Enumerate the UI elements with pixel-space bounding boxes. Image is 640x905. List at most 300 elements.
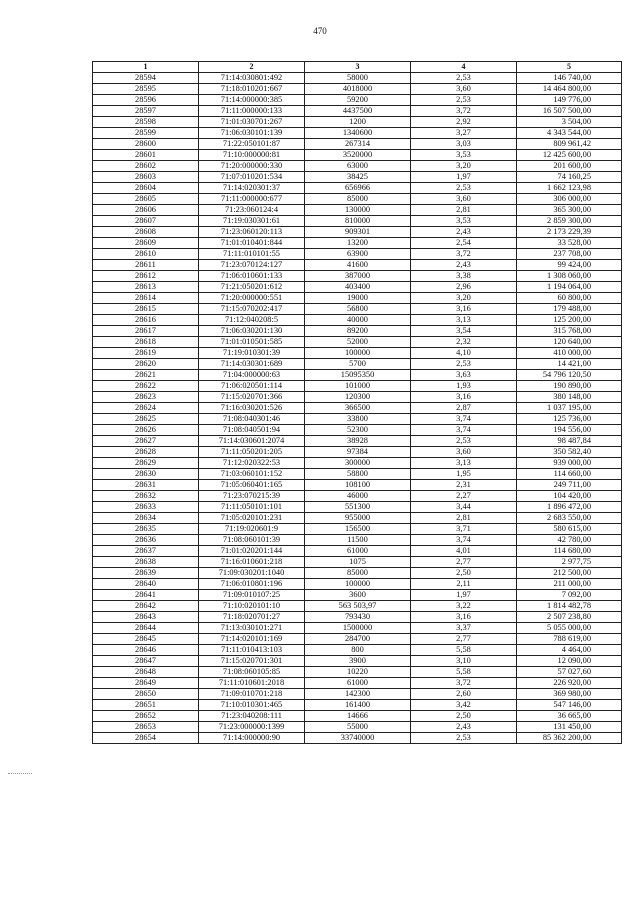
row-number-cell: 28601 xyxy=(93,150,199,161)
area-cell: 5700 xyxy=(305,359,411,370)
area-cell: 120300 xyxy=(305,392,411,403)
area-cell: 955000 xyxy=(305,513,411,524)
cadastral-number-cell: 71:20:000000:330 xyxy=(199,161,305,172)
row-number-cell: 28607 xyxy=(93,216,199,227)
cadastral-number-cell: 71:08:060105:85 xyxy=(199,667,305,678)
cadastral-number-cell: 71:09:010701:218 xyxy=(199,689,305,700)
rate-cell: 2,11 xyxy=(411,579,517,590)
rate-cell: 3,72 xyxy=(411,678,517,689)
cadastral-number-cell: 71:06:010801:196 xyxy=(199,579,305,590)
cadastral-number-cell: 71:10:010301:465 xyxy=(199,700,305,711)
area-cell: 161400 xyxy=(305,700,411,711)
area-cell: 1340600 xyxy=(305,128,411,139)
rate-cell: 3,63 xyxy=(411,370,517,381)
table-row xyxy=(93,238,622,249)
rate-cell: 3,74 xyxy=(411,535,517,546)
row-number-cell: 28645 xyxy=(93,634,199,645)
column-header-5: 5 xyxy=(517,62,622,73)
value-cell: 212 500,00 xyxy=(517,568,622,579)
area-cell: 563 503,97 xyxy=(305,601,411,612)
value-cell: 4 464,00 xyxy=(517,645,622,656)
table-row xyxy=(93,436,622,447)
cadastral-number-cell: 71:16:010601:218 xyxy=(199,557,305,568)
value-cell: 1 194 064,00 xyxy=(517,282,622,293)
area-cell: 3520000 xyxy=(305,150,411,161)
cadastral-number-cell: 71:11:050201:205 xyxy=(199,447,305,458)
area-cell: 61000 xyxy=(305,678,411,689)
table-row xyxy=(93,469,622,480)
rate-cell: 2,53 xyxy=(411,183,517,194)
area-cell: 41600 xyxy=(305,260,411,271)
table-row xyxy=(93,700,622,711)
area-cell: 156500 xyxy=(305,524,411,535)
table-row xyxy=(93,568,622,579)
row-number-cell: 28653 xyxy=(93,722,199,733)
rate-cell: 1,95 xyxy=(411,469,517,480)
area-cell: 142300 xyxy=(305,689,411,700)
value-cell: 114 660,00 xyxy=(517,469,622,480)
table-row xyxy=(93,513,622,524)
cadastral-number-cell: 71:04:000000:63 xyxy=(199,370,305,381)
area-cell: 284700 xyxy=(305,634,411,645)
area-cell: 59200 xyxy=(305,95,411,106)
cadastral-number-cell: 71:18:010201:667 xyxy=(199,84,305,95)
value-cell: 306 000,00 xyxy=(517,194,622,205)
area-cell: 366500 xyxy=(305,403,411,414)
rate-cell: 2,43 xyxy=(411,722,517,733)
table-row xyxy=(93,304,622,315)
row-number-cell: 28596 xyxy=(93,95,199,106)
rate-cell: 4,01 xyxy=(411,546,517,557)
rate-cell: 3,16 xyxy=(411,304,517,315)
area-cell: 63900 xyxy=(305,249,411,260)
area-cell: 19000 xyxy=(305,293,411,304)
area-cell: 100000 xyxy=(305,579,411,590)
row-number-cell: 28632 xyxy=(93,491,199,502)
cadastral-number-cell: 71:12:040208:5 xyxy=(199,315,305,326)
area-cell: 33800 xyxy=(305,414,411,425)
area-cell: 130000 xyxy=(305,205,411,216)
cadastral-number-cell: 71:14:020101:169 xyxy=(199,634,305,645)
table-row xyxy=(93,656,622,667)
rate-cell: 3,53 xyxy=(411,150,517,161)
rate-cell: 3,44 xyxy=(411,502,517,513)
row-number-cell: 28642 xyxy=(93,601,199,612)
area-cell: 56800 xyxy=(305,304,411,315)
area-cell: 13200 xyxy=(305,238,411,249)
value-cell: 2 173 229,39 xyxy=(517,227,622,238)
table-row xyxy=(93,183,622,194)
table-row xyxy=(93,128,622,139)
value-cell: 179 488,00 xyxy=(517,304,622,315)
row-number-cell: 28617 xyxy=(93,326,199,337)
table-row xyxy=(93,392,622,403)
rate-cell: 2,27 xyxy=(411,491,517,502)
value-cell: 194 556,00 xyxy=(517,425,622,436)
rate-cell: 2,53 xyxy=(411,73,517,84)
row-number-cell: 28641 xyxy=(93,590,199,601)
row-number-cell: 28614 xyxy=(93,293,199,304)
value-cell: 33 528,00 xyxy=(517,238,622,249)
cadastral-number-cell: 71:09:030201:1040 xyxy=(199,568,305,579)
rate-cell: 3,22 xyxy=(411,601,517,612)
area-cell: 800 xyxy=(305,645,411,656)
table-row xyxy=(93,535,622,546)
area-cell: 63000 xyxy=(305,161,411,172)
value-cell: 4 343 544,00 xyxy=(517,128,622,139)
cadastral-number-cell: 71:14:030801:492 xyxy=(199,73,305,84)
cadastral-number-cell: 71:14:000000:90 xyxy=(199,733,305,744)
row-number-cell: 28647 xyxy=(93,656,199,667)
cadastral-number-cell: 71:13:030101:271 xyxy=(199,623,305,634)
area-cell: 4437500 xyxy=(305,106,411,117)
rate-cell: 2,53 xyxy=(411,359,517,370)
area-cell: 58000 xyxy=(305,73,411,84)
row-number-cell: 28616 xyxy=(93,315,199,326)
row-number-cell: 28620 xyxy=(93,359,199,370)
row-number-cell: 28643 xyxy=(93,612,199,623)
table-row xyxy=(93,282,622,293)
value-cell: 190 890,00 xyxy=(517,381,622,392)
cadastral-number-cell: 71:06:030101:139 xyxy=(199,128,305,139)
table-row xyxy=(93,414,622,425)
cadastral-number-cell: 71:10:020101:10 xyxy=(199,601,305,612)
cadastral-number-cell: 71:18:020701:27 xyxy=(199,612,305,623)
cadastral-number-cell: 71:15:070202:417 xyxy=(199,304,305,315)
column-header-3: 3 xyxy=(305,62,411,73)
cadastral-number-cell: 71:06:020501:114 xyxy=(199,381,305,392)
table-row xyxy=(93,271,622,282)
rate-cell: 3,54 xyxy=(411,326,517,337)
row-number-cell: 28603 xyxy=(93,172,199,183)
area-cell: 1200 xyxy=(305,117,411,128)
row-number-cell: 28628 xyxy=(93,447,199,458)
cadastral-number-cell: 71:05:060401:165 xyxy=(199,480,305,491)
rate-cell: 3,74 xyxy=(411,425,517,436)
rate-cell: 2,60 xyxy=(411,689,517,700)
table-row xyxy=(93,249,622,260)
row-number-cell: 28612 xyxy=(93,271,199,282)
table-row xyxy=(93,557,622,568)
table-row xyxy=(93,337,622,348)
row-number-cell: 28606 xyxy=(93,205,199,216)
table-row xyxy=(93,293,622,304)
value-cell: 1 896 472,00 xyxy=(517,502,622,513)
cadastral-value-table xyxy=(92,61,622,744)
cadastral-number-cell: 71:11:000000:677 xyxy=(199,194,305,205)
area-cell: 61000 xyxy=(305,546,411,557)
row-number-cell: 28638 xyxy=(93,557,199,568)
value-cell: 85 362 200,00 xyxy=(517,733,622,744)
value-cell: 104 420,00 xyxy=(517,491,622,502)
value-cell: 809 961,42 xyxy=(517,139,622,150)
row-number-cell: 28598 xyxy=(93,117,199,128)
table-row xyxy=(93,172,622,183)
cadastral-number-cell: 71:01:030701:267 xyxy=(199,117,305,128)
value-cell: 149 776,00 xyxy=(517,95,622,106)
table-row xyxy=(93,458,622,469)
table-row xyxy=(93,480,622,491)
cadastral-number-cell: 71:19:030301:61 xyxy=(199,216,305,227)
row-number-cell: 28611 xyxy=(93,260,199,271)
cadastral-number-cell: 71:16:030201:526 xyxy=(199,403,305,414)
cadastral-number-cell: 71:23:000000:1399 xyxy=(199,722,305,733)
rate-cell: 3,27 xyxy=(411,128,517,139)
cadastral-number-cell: 71:10:000000:81 xyxy=(199,150,305,161)
header-row xyxy=(93,62,622,73)
value-cell: 98 487,84 xyxy=(517,436,622,447)
value-cell: 369 980,00 xyxy=(517,689,622,700)
table-row xyxy=(93,579,622,590)
value-cell: 3 504,00 xyxy=(517,117,622,128)
row-number-cell: 28594 xyxy=(93,73,199,84)
table-row xyxy=(93,194,622,205)
row-number-cell: 28646 xyxy=(93,645,199,656)
row-number-cell: 28599 xyxy=(93,128,199,139)
area-cell: 1075 xyxy=(305,557,411,568)
table-row xyxy=(93,678,622,689)
value-cell: 410 000,00 xyxy=(517,348,622,359)
table-row xyxy=(93,216,622,227)
value-cell: 125 200,00 xyxy=(517,315,622,326)
rate-cell: 1,93 xyxy=(411,381,517,392)
cadastral-number-cell: 71:01:020201:144 xyxy=(199,546,305,557)
row-number-cell: 28648 xyxy=(93,667,199,678)
value-cell: 36 665,00 xyxy=(517,711,622,722)
row-number-cell: 28597 xyxy=(93,106,199,117)
rate-cell: 3,37 xyxy=(411,623,517,634)
area-cell: 909301 xyxy=(305,227,411,238)
table-row xyxy=(93,161,622,172)
table-row xyxy=(93,722,622,733)
area-cell: 89200 xyxy=(305,326,411,337)
table-row xyxy=(93,491,622,502)
cadastral-number-cell: 71:11:010101:55 xyxy=(199,249,305,260)
table-row xyxy=(93,95,622,106)
row-number-cell: 28621 xyxy=(93,370,199,381)
value-cell: 249 711,00 xyxy=(517,480,622,491)
row-number-cell: 28635 xyxy=(93,524,199,535)
area-cell: 85000 xyxy=(305,568,411,579)
cadastral-number-cell: 71:12:020322:53 xyxy=(199,458,305,469)
table-row xyxy=(93,425,622,436)
value-cell: 2 977,75 xyxy=(517,557,622,568)
rate-cell: 2,77 xyxy=(411,557,517,568)
area-cell: 46000 xyxy=(305,491,411,502)
table-row xyxy=(93,359,622,370)
table-row xyxy=(93,150,622,161)
cadastral-number-cell: 71:20:000000:551 xyxy=(199,293,305,304)
area-cell: 4018000 xyxy=(305,84,411,95)
cadastral-number-cell: 71:14:030601:2074 xyxy=(199,436,305,447)
rate-cell: 2,96 xyxy=(411,282,517,293)
cadastral-number-cell: 71:05:020101:231 xyxy=(199,513,305,524)
area-cell: 40000 xyxy=(305,315,411,326)
cadastral-number-cell: 71:08:060101:39 xyxy=(199,535,305,546)
table-row xyxy=(93,447,622,458)
row-number-cell: 28636 xyxy=(93,535,199,546)
value-cell: 1 037 195,00 xyxy=(517,403,622,414)
value-cell: 146 740,00 xyxy=(517,73,622,84)
value-cell: 788 619,00 xyxy=(517,634,622,645)
area-cell: 300000 xyxy=(305,458,411,469)
value-cell: 99 424,00 xyxy=(517,260,622,271)
table-row xyxy=(93,315,622,326)
rate-cell: 2,77 xyxy=(411,634,517,645)
value-cell: 211 000,00 xyxy=(517,579,622,590)
rate-cell: 3,13 xyxy=(411,315,517,326)
area-cell: 810000 xyxy=(305,216,411,227)
row-number-cell: 28627 xyxy=(93,436,199,447)
row-number-cell: 28615 xyxy=(93,304,199,315)
table-body xyxy=(93,73,622,744)
row-number-cell: 28610 xyxy=(93,249,199,260)
area-cell: 10220 xyxy=(305,667,411,678)
row-number-cell: 28629 xyxy=(93,458,199,469)
rate-cell: 3,03 xyxy=(411,139,517,150)
table-row xyxy=(93,689,622,700)
area-cell: 656966 xyxy=(305,183,411,194)
cadastral-number-cell: 71:03:060101:152 xyxy=(199,469,305,480)
value-cell: 580 615,00 xyxy=(517,524,622,535)
row-number-cell: 28654 xyxy=(93,733,199,744)
value-cell: 131 450,00 xyxy=(517,722,622,733)
table-row xyxy=(93,645,622,656)
value-cell: 1 662 123,98 xyxy=(517,183,622,194)
value-cell: 60 800,00 xyxy=(517,293,622,304)
cadastral-number-cell: 71:06:010601:133 xyxy=(199,271,305,282)
rate-cell: 3,20 xyxy=(411,293,517,304)
cadastral-number-cell: 71:23:070124:127 xyxy=(199,260,305,271)
row-number-cell: 28625 xyxy=(93,414,199,425)
area-cell: 85000 xyxy=(305,194,411,205)
value-cell: 54 796 120,50 xyxy=(517,370,622,381)
rate-cell: 3,38 xyxy=(411,271,517,282)
row-number-cell: 28633 xyxy=(93,502,199,513)
row-number-cell: 28613 xyxy=(93,282,199,293)
row-number-cell: 28651 xyxy=(93,700,199,711)
row-number-cell: 28631 xyxy=(93,480,199,491)
table-row xyxy=(93,227,622,238)
area-cell: 3900 xyxy=(305,656,411,667)
table-row xyxy=(93,84,622,95)
row-number-cell: 28634 xyxy=(93,513,199,524)
area-cell: 52000 xyxy=(305,337,411,348)
value-cell: 14 421,00 xyxy=(517,359,622,370)
rate-cell: 1,97 xyxy=(411,590,517,601)
value-cell: 12 425 600,00 xyxy=(517,150,622,161)
page-number: 470 xyxy=(313,26,327,36)
area-cell: 38425 xyxy=(305,172,411,183)
cadastral-number-cell: 71:23:040208:111 xyxy=(199,711,305,722)
cadastral-number-cell: 71:09:010107:25 xyxy=(199,590,305,601)
table-row xyxy=(93,711,622,722)
value-cell: 1 814 482,78 xyxy=(517,601,622,612)
rate-cell: 3,74 xyxy=(411,414,517,425)
row-number-cell: 28626 xyxy=(93,425,199,436)
rate-cell: 3,13 xyxy=(411,458,517,469)
value-cell: 939 000,00 xyxy=(517,458,622,469)
cadastral-number-cell: 71:06:030201:130 xyxy=(199,326,305,337)
cadastral-number-cell: 71:14:030301:689 xyxy=(199,359,305,370)
value-cell: 114 680,00 xyxy=(517,546,622,557)
area-cell: 108100 xyxy=(305,480,411,491)
area-cell: 793430 xyxy=(305,612,411,623)
rate-cell: 2,50 xyxy=(411,711,517,722)
table-row xyxy=(93,139,622,150)
margin-mark xyxy=(8,773,32,774)
row-number-cell: 28604 xyxy=(93,183,199,194)
area-cell: 58800 xyxy=(305,469,411,480)
cadastral-number-cell: 71:23:070215:39 xyxy=(199,491,305,502)
rate-cell: 2,53 xyxy=(411,436,517,447)
table-row xyxy=(93,524,622,535)
area-cell: 387000 xyxy=(305,271,411,282)
area-cell: 551300 xyxy=(305,502,411,513)
rate-cell: 2,53 xyxy=(411,95,517,106)
row-number-cell: 28649 xyxy=(93,678,199,689)
area-cell: 38928 xyxy=(305,436,411,447)
value-cell: 120 640,00 xyxy=(517,337,622,348)
area-cell: 267314 xyxy=(305,139,411,150)
cadastral-number-cell: 71:14:000000:385 xyxy=(199,95,305,106)
rate-cell: 2,50 xyxy=(411,568,517,579)
table-row xyxy=(93,260,622,271)
value-cell: 350 582,40 xyxy=(517,447,622,458)
area-cell: 100000 xyxy=(305,348,411,359)
rate-cell: 2,31 xyxy=(411,480,517,491)
table-row xyxy=(93,667,622,678)
rate-cell: 3,60 xyxy=(411,447,517,458)
cadastral-number-cell: 71:19:010301:39 xyxy=(199,348,305,359)
table-row xyxy=(93,370,622,381)
cadastral-number-cell: 71:11:010601:2018 xyxy=(199,678,305,689)
rate-cell: 3,60 xyxy=(411,84,517,95)
cadastral-number-cell: 71:07:010201:534 xyxy=(199,172,305,183)
area-cell: 11500 xyxy=(305,535,411,546)
column-header-4: 4 xyxy=(411,62,517,73)
cadastral-number-cell: 71:11:050101:101 xyxy=(199,502,305,513)
value-cell: 1 308 060,00 xyxy=(517,271,622,282)
rate-cell: 2,87 xyxy=(411,403,517,414)
row-number-cell: 28595 xyxy=(93,84,199,95)
area-cell: 52300 xyxy=(305,425,411,436)
area-cell: 14666 xyxy=(305,711,411,722)
row-number-cell: 28637 xyxy=(93,546,199,557)
rate-cell: 2,81 xyxy=(411,513,517,524)
area-cell: 33740000 xyxy=(305,733,411,744)
cadastral-number-cell: 71:01:010501:585 xyxy=(199,337,305,348)
area-cell: 403400 xyxy=(305,282,411,293)
rate-cell: 5,58 xyxy=(411,645,517,656)
table-row xyxy=(93,601,622,612)
row-number-cell: 28624 xyxy=(93,403,199,414)
value-cell: 74 160,25 xyxy=(517,172,622,183)
table-row xyxy=(93,590,622,601)
rate-cell: 4,10 xyxy=(411,348,517,359)
row-number-cell: 28622 xyxy=(93,381,199,392)
rate-cell: 2,53 xyxy=(411,733,517,744)
rate-cell: 3,72 xyxy=(411,106,517,117)
value-cell: 237 708,00 xyxy=(517,249,622,260)
row-number-cell: 28639 xyxy=(93,568,199,579)
table-row xyxy=(93,205,622,216)
area-cell: 55000 xyxy=(305,722,411,733)
cadastral-number-cell: 71:23:060124:4 xyxy=(199,205,305,216)
rate-cell: 3,53 xyxy=(411,216,517,227)
rate-cell: 2,32 xyxy=(411,337,517,348)
rate-cell: 3,16 xyxy=(411,612,517,623)
